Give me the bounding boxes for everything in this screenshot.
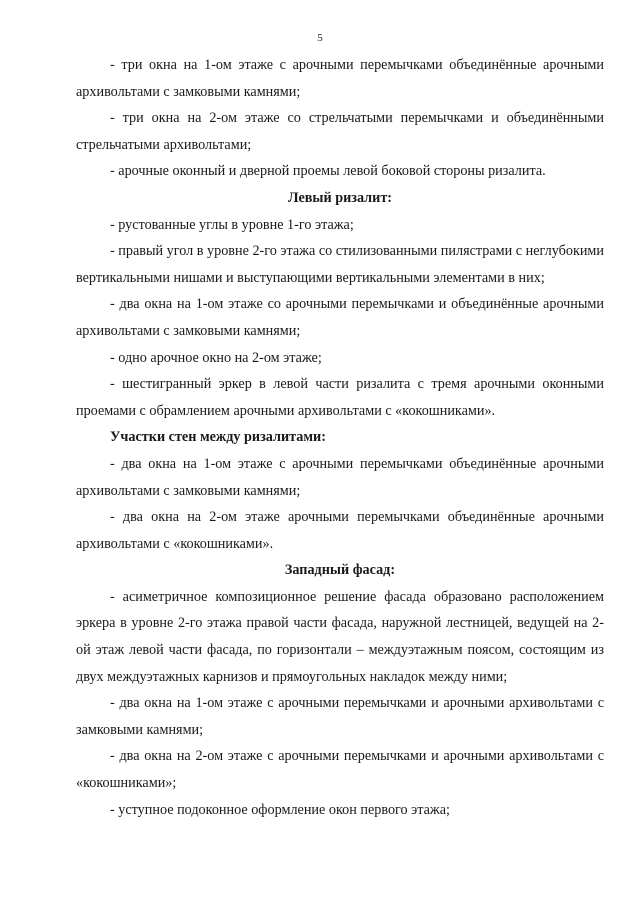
list-item-paragraph: - три окна на 2-ом этаже со стрельчатыми перемычками и объединёнными стрельчатыми архивольтами;	[76, 110, 604, 153]
section-heading: Западный фасад:	[284, 562, 396, 579]
list-item-paragraph: - асиметричное композиционное решение фасада образовано расположением эркера в уровне 2-го этажа правой части фасада, наружной лестницей, ведущей на 2-ой этаж левой части фасада, по горизонтали – междуэтажным поясом, состоящим из двух междуэтажных карнизов и прямоугольных накладок между ними;	[76, 588, 604, 685]
list-item-paragraph: - правый угол в уровне 2-го этажа со стилизованными пилястрами с неглубокими вертикальными нишами и выступающими вертикальными элементами в них;	[76, 243, 604, 286]
document-body	[76, 52, 604, 823]
list-item-paragraph: - уступное подоконное оформление окон первого этажа;	[110, 801, 450, 818]
list-item-paragraph: - два окна на 1-ом этаже с арочными перемычками и арочными архивольтами с замковыми камнями;	[76, 695, 604, 738]
list-item-paragraph: - одно арочное окно на 2-ом этаже;	[110, 349, 322, 366]
list-item-paragraph: - два окна на 1-ом этаже с арочными перемычками объединённые арочными архивольтами с замковыми камнями;	[76, 455, 604, 499]
list-item-paragraph: - два окна на 2-ом этаже арочными перемычками объединённые арочными архивольтами с «кокошниками».	[76, 509, 604, 552]
list-item-paragraph: - шестигранный эркер в левой части ризалита с тремя арочными оконными проемами с обрамлением арочными архивольтами с «кокошниками».	[76, 376, 604, 419]
section-heading: Участки стен между ризалитами:	[110, 429, 326, 446]
list-item-paragraph: - арочные оконный и дверной проемы левой боковой стороны ризалита.	[110, 163, 546, 180]
list-item-paragraph: - два окна на 1-ом этаже со арочными перемычками и объединённые арочными архивольтами с замковыми камнями;	[76, 296, 604, 339]
list-item-paragraph: - три окна на 1-ом этаже с арочными перемычками объединённые арочными архивольтами с замковыми камнями;	[76, 57, 604, 100]
list-item-paragraph: - рустованные углы в уровне 1-го этажа;	[110, 216, 354, 233]
list-item-paragraph: - два окна на 2-ом этаже с арочными перемычками и арочными архивольтами с «кокошниками»;	[76, 748, 604, 792]
section-heading: Левый ризалит:	[287, 189, 393, 206]
page-number: 5	[317, 32, 323, 44]
